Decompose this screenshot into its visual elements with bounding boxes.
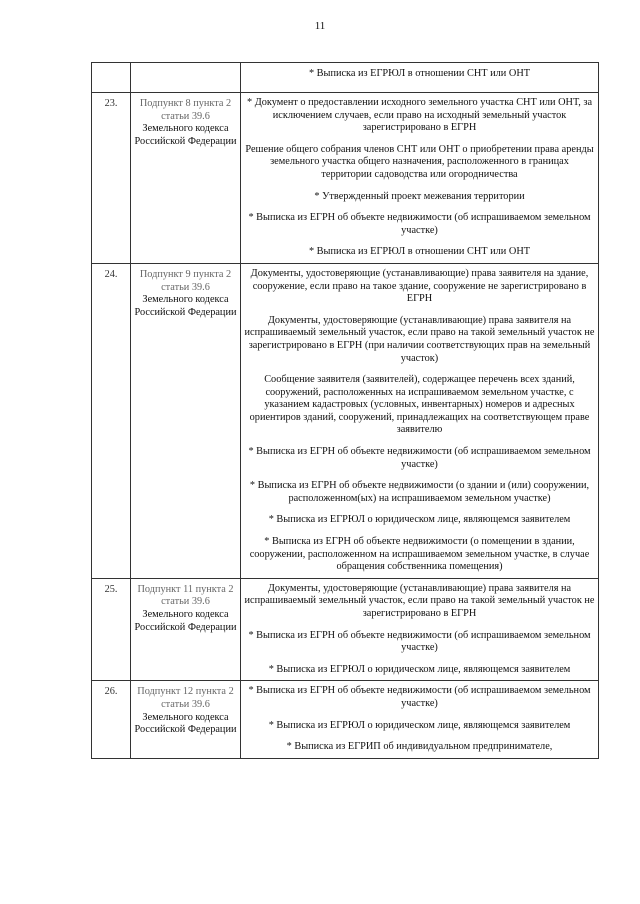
row-number: 25.: [92, 578, 131, 681]
document-item: * Выписка из ЕГРН об объекте недвижимости (о помещении в здании, сооружении, расположенном на испрашиваемом земельном участке, в случае обращения собственника помещения): [249, 536, 590, 573]
document-item: * Выписка из ЕГРЮЛ о юридическом лице, являющемся заявителем: [268, 719, 571, 731]
table-row: [92, 578, 599, 681]
row-number: 26.: [92, 681, 131, 758]
document-item: Документы, удостоверяющие (устанавливающие) права заявителя на испрашиваемый земельный участок, если право на такой земельный участок не зарегистрировано в ЕГРН (при наличии соответствующих прав на земельный участок): [244, 314, 595, 364]
document-item: Решение общего собрания членов СНТ или ОНТ о приобретении права аренды земельного участка общего назначения, расположенного в границах территории садоводства или огородничества: [245, 143, 594, 180]
table-row: [92, 681, 599, 758]
documents-cell: [241, 263, 599, 578]
documents-table-body: [92, 63, 599, 759]
table-row-continuation: [92, 63, 599, 93]
document-item: Документы, удостоверяющие (устанавливающие) права заявителя на здание, сооружение, если право на такое здание, сооружение не зарегистрировано в ЕГРН: [250, 267, 589, 305]
document-item: * Документ о предоставлении исходного земельного участка СНТ или ОНТ, за исключением случаев, если право на исходный земельный участок зарегистрировано в ЕГРН: [246, 97, 593, 134]
documents-cell: [241, 63, 599, 93]
documents-cell: [241, 681, 599, 758]
document-item: * Выписка из ЕГРН об объекте недвижимости (об испрашиваемом земельном участке): [248, 446, 591, 470]
legal-basis-cell: [131, 578, 241, 681]
document-item: * Выписка из ЕГРЮЛ о юридическом лице, являющемся заявителем: [268, 663, 571, 675]
table-row: [92, 263, 599, 578]
document-item: * Выписка из ЕГРН об объекте недвижимости (о здании и (или) сооружении, расположенном(ых) на испрашиваемом земельном участке): [249, 480, 590, 504]
document-item: * Выписка из ЕГРН об объекте недвижимости (об испрашиваемом земельном участке): [248, 685, 591, 709]
row-number: 23.: [92, 93, 131, 264]
legal-basis-code: Земельного кодекса Российской Федерации: [134, 711, 237, 736]
document-item: * Выписка из ЕГРЮЛ в отношении СНТ или ОНТ: [308, 68, 531, 79]
legal-basis-article: Подпункт 11 пункта 2 статьи 39.6: [137, 583, 234, 608]
row-number-cell: [92, 63, 131, 93]
legal-basis-article: Подпункт 12 пункта 2 статьи 39.6: [137, 686, 234, 710]
document-item: * Утвержденный проект межевания территории: [314, 190, 525, 202]
row-number: 24.: [92, 263, 131, 578]
legal-basis-code: Земельного кодекса Российской Федерации: [134, 294, 237, 318]
document-item: * Выписка из ЕГРЮЛ в отношении СНТ или ОНТ: [308, 246, 531, 258]
documents-table: [91, 62, 599, 759]
documents-cell: [241, 93, 599, 264]
legal-basis-cell: [131, 63, 241, 93]
document-item: * Выписка из ЕГРН об объекте недвижимости (об испрашиваемом земельном участке): [248, 629, 591, 654]
legal-basis-code: Земельного кодекса Российской Федерации: [134, 609, 237, 633]
document-item: * Выписка из ЕГРИП об индивидуальном предпринимателе,: [286, 741, 553, 753]
page-number: 11: [314, 20, 326, 32]
document-item: * Выписка из ЕГРЮЛ о юридическом лице, являющемся заявителем: [268, 514, 571, 526]
legal-basis-cell: [131, 93, 241, 264]
legal-basis-cell: [131, 263, 241, 578]
legal-basis-article: Подпункт 9 пункта 2 статьи 39.6: [139, 268, 232, 293]
legal-basis-article: Подпункт 8 пункта 2 статьи 39.6: [139, 98, 232, 122]
legal-basis-cell: [131, 681, 241, 758]
document-item: * Выписка из ЕГРН об объекте недвижимости (об испрашиваемом земельном участке): [248, 212, 591, 236]
documents-cell: [241, 578, 599, 681]
document-item: Документы, удостоверяющие (устанавливающие) права заявителя на испрашиваемый земельный участок, если право на такой земельный участок не зарегистрировано в ЕГРН: [244, 582, 595, 619]
legal-basis-code: Земельного кодекса Российской Федерации: [134, 123, 237, 147]
table-row: [92, 93, 599, 264]
document-item: Сообщение заявителя (заявителей), содержащее перечень всех зданий, сооружений, расположенных на испрашиваемом земельном участке, с указанием кадастровых (условных, инвентарных) номеров и адресных ориентиров зданий, сооружений, принадлежащих на соответствующем праве заявителю: [249, 374, 590, 436]
